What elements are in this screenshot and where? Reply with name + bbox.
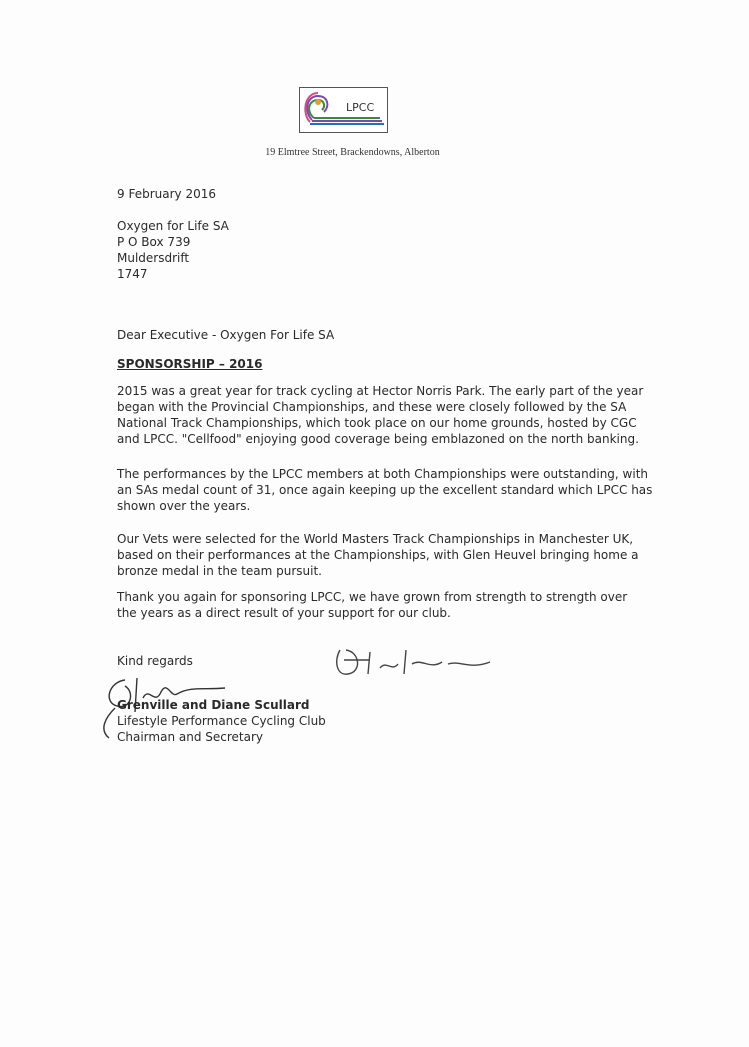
paragraph-line: shown over the years. — [117, 499, 251, 513]
signatory-role: Chairman and Secretary — [117, 730, 263, 744]
recipient-postal-code: 1747 — [117, 267, 148, 281]
signature-right-icon — [330, 640, 510, 685]
letterhead-address: 19 Elmtree Street, Brackendowns, Alberton — [265, 147, 440, 158]
paragraph-line: based on their performances at the Championships, with Glen Heuvel bringing home a — [117, 548, 639, 562]
body-paragraph — [117, 466, 657, 514]
paragraph-line: bronze medal in the team pursuit. — [117, 564, 322, 578]
paragraph-line: an SAs medal count of 31, once again keeping up the excellent standard which LPCC has — [117, 483, 653, 497]
paragraph-line: and LPCC. "Cellfood" enjoying good coverage being emblazoned on the north banking. — [117, 432, 639, 446]
paragraph-line: began with the Provincial Championships, and these were closely followed by the SA — [117, 400, 627, 414]
recipient-name: Oxygen for Life SA — [117, 219, 229, 233]
lpcc-logo — [299, 87, 388, 133]
subject-heading: SPONSORSHIP – 2016 — [117, 357, 263, 371]
body-paragraph — [117, 589, 657, 621]
recipient-po-box: P O Box 739 — [117, 235, 191, 249]
paragraph-line: the years as a direct result of your support for our club. — [117, 606, 451, 620]
paragraph-line: The performances by the LPCC members at both Championships were outstanding, with — [117, 467, 648, 481]
body-paragraph — [117, 383, 657, 447]
salutation: Dear Executive - Oxygen For Life SA — [117, 328, 335, 342]
paragraph-line: 2015 was a great year for track cycling at Hector Norris Park. The early part of the year — [117, 384, 644, 398]
body-paragraph — [117, 531, 657, 579]
paragraph-line: National Track Championships, which took place on our home grounds, hosted by CGC — [117, 416, 637, 430]
closing: Kind regards — [117, 654, 193, 668]
letter-date: 9 February 2016 — [117, 187, 216, 201]
signatory-name: Grenville and Diane Scullard — [117, 698, 310, 712]
recipient-town: Muldersdrift — [117, 251, 190, 265]
paragraph-line: Our Vets were selected for the World Masters Track Championships in Manchester UK, — [117, 532, 634, 546]
signatory-organisation: Lifestyle Performance Cycling Club — [117, 714, 326, 728]
paragraph-line: Thank you again for sponsoring LPCC, we have grown from strength to strength over — [117, 590, 628, 604]
logo-text: LPCC — [346, 101, 375, 114]
